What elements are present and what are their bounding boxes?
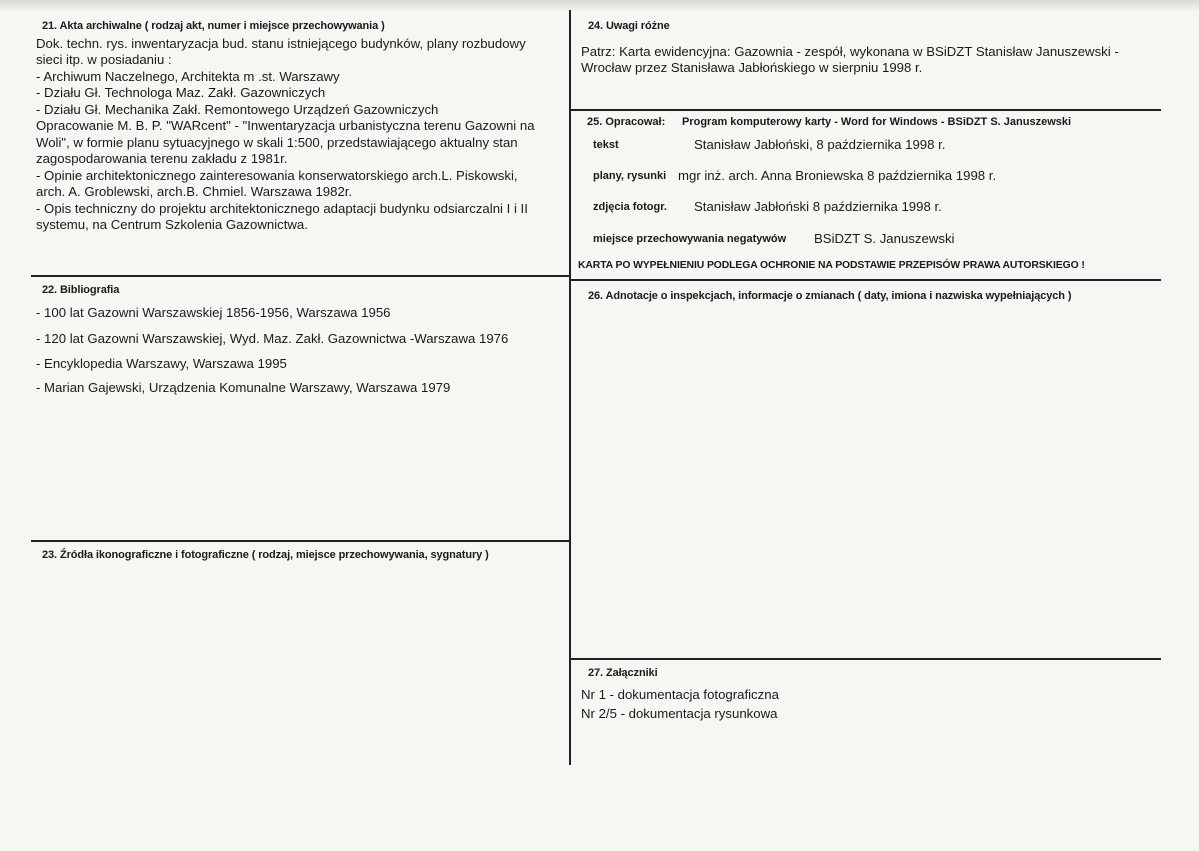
- section-21-body: [36, 36, 566, 234]
- section-25-program: Program komputerowy karty - Word for Windows - BSiDZT S. Januszewski: [682, 116, 1072, 128]
- section-21-line: Opracowanie M. B. P. "WARcent" - "Inwentaryzacja urbanistyczna terenu Gazowni na: [36, 118, 535, 133]
- copyright-notice: KARTA PO WYPEŁNIENIU PODLEGA OCHRONIE NA PODSTAWIE PRZEPISÓW PRAWA AUTORSKIEGO !: [578, 260, 1085, 271]
- bibliography-item: - 120 lat Gazowni Warszawskiej, Wyd. Maz. Zakł. Gazownictwa -Warszawa 1976: [36, 331, 509, 346]
- divider-22-23: [31, 540, 570, 542]
- section-21-title: 21. Akta archiwalne ( rodzaj akt, numer i miejsce przechowywania ): [42, 20, 385, 32]
- section-27-attachments: [581, 665, 1156, 723]
- plany-label: plany, rysunki: [593, 170, 667, 182]
- section-21-line: zagospodarowania terenu zakładu z 1981r.: [36, 151, 288, 166]
- section-27-body: [581, 685, 1156, 723]
- tekst-label: tekst: [593, 139, 619, 151]
- attachment-item: Nr 2/5 - dokumentacja rysunkowa: [581, 705, 778, 721]
- divider-24-25: [570, 109, 1161, 111]
- section-24-remarks: [581, 18, 1156, 77]
- section-21-archival-records: [36, 18, 566, 234]
- divider-26-27: [570, 658, 1161, 660]
- section-21-line: systemu, na Centrum Szkolenia Gazownictwa.: [36, 217, 308, 232]
- bibliography-item: - Marian Gajewski, Urządzenia Komunalne Warszawy, Warszawa 1979: [36, 380, 451, 395]
- section-21-line: Dok. techn. rys. inwentaryzacja bud. stanu istniejącego budynków, plany rozbudowy: [36, 35, 526, 51]
- section-21-line: - Działu Gł. Technologa Maz. Zakł. Gazowniczych: [36, 85, 326, 100]
- section-21-line: arch. A. Groblewski, arch.B. Chmiel. Warszawa 1982r.: [36, 184, 353, 199]
- section-23-title: 23. Źródła ikonograficzne i fotograficzne ( rodzaj, miejsce przechowywania, sygnatury ): [42, 549, 489, 561]
- divider-21-22: [31, 275, 570, 277]
- section-27-title: 27. Załączniki: [588, 667, 658, 679]
- bibliography-item: - 100 lat Gazowni Warszawskiej 1856-1956, Warszawa 1956: [36, 305, 391, 320]
- section-21-line: - Opis techniczny do projektu architektonicznego adaptacji budynku odsiarczalni I i II: [36, 200, 528, 216]
- divider-25-26: [570, 279, 1161, 281]
- section-23-iconographic-sources: [36, 547, 566, 564]
- section-24-body: [581, 44, 1156, 77]
- section-22-title: 22. Bibliografia: [42, 284, 120, 296]
- center-divider: [569, 10, 571, 765]
- negatywy-value: BSiDZT S. Januszewski: [814, 231, 955, 246]
- section-26-annotations: [581, 288, 1156, 305]
- section-24-title: 24. Uwagi różne: [588, 20, 670, 32]
- section-21-line: - Archiwum Naczelnego, Architekta m .st. Warszawy: [36, 68, 340, 84]
- zdjecia-label: zdjęcia fotogr.: [593, 201, 667, 213]
- plany-value: mgr inż. arch. Anna Broniewska 8 października 1998 r.: [678, 168, 997, 183]
- section-21-line: sieci itp. w posiadaniu :: [36, 52, 172, 67]
- tekst-value: Stanisław Jabłoński, 8 października 1998 r.: [694, 137, 946, 152]
- section-21-line: - Opinie architektonicznego zainteresowania konserwatorskiego arch.L. Piskowski,: [36, 167, 518, 183]
- zdjecia-value: Stanisław Jabłoński 8 października 1998 r.: [694, 199, 942, 214]
- section-25-title: 25. Opracował:: [587, 116, 666, 128]
- section-21-line: Woli", w formie planu sytuacyjnego w skali 1:500, przedstawiającego aktualny stan: [36, 134, 518, 150]
- attachment-item: Nr 1 - dokumentacja fotograficzna: [581, 686, 779, 702]
- section-26-title: 26. Adnotacje o inspekcjach, informacje o zmianach ( daty, imiona i nazwiska wypełniających ): [588, 290, 1072, 302]
- section-24-line: Patrz: Karta ewidencyjna: Gazownia - zespół, wykonana w BSiDZT Stanisław Januszewski -: [581, 43, 1119, 59]
- section-22-bibliography: [36, 282, 566, 299]
- section-21-line: - Działu Gł. Mechanika Zakł. Remontowego Urządzeń Gazowniczych: [36, 101, 439, 117]
- scan-top-edge: [0, 0, 1199, 12]
- negatywy-label: miejsce przechowywania negatywów: [593, 233, 787, 245]
- section-24-line: Wrocław przez Stanisława Jabłońskiego w sierpniu 1998 r.: [581, 60, 923, 75]
- bibliography-item: - Encyklopedia Warszawy, Warszawa 1995: [36, 356, 287, 371]
